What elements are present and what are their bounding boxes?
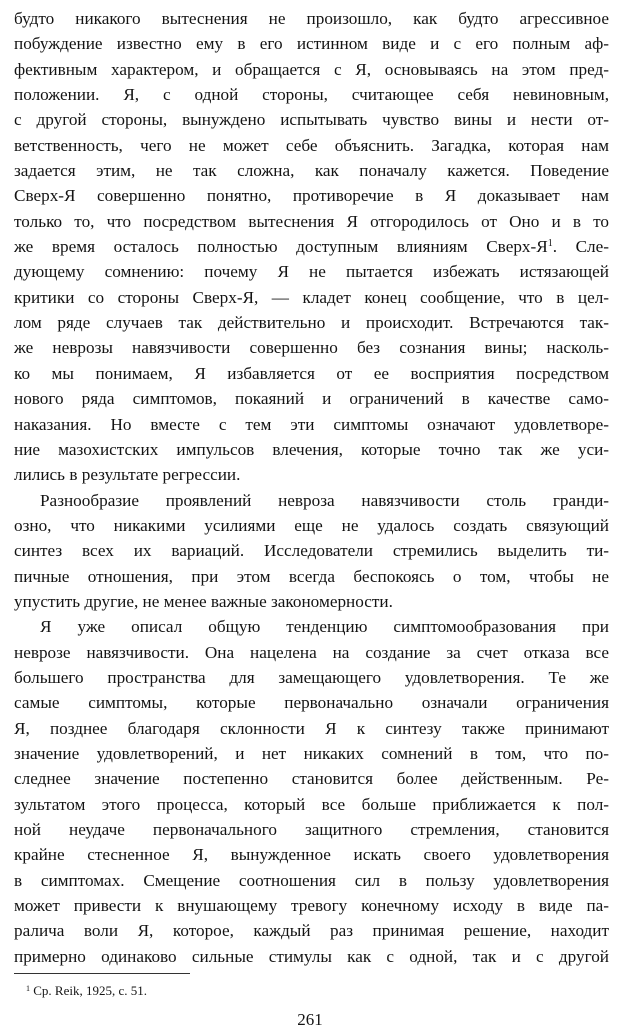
footnote-divider: [14, 973, 190, 974]
text-segment: же время осталось полностью доступным влияниям Сверх-Я: [14, 237, 548, 257]
text-line: Я, позднее благодаря склонности Я к синтезу также принимают: [14, 718, 609, 738]
paragraph-1: [14, 6, 609, 488]
text-line: упустить другие, не менее важные закономерности.: [14, 591, 393, 611]
footnote-marker: 1: [26, 984, 30, 993]
text-line: большего пространства для замещающего удовлетворения. Те же: [14, 667, 609, 687]
paragraph-2: [14, 488, 609, 615]
text-line: неврозе навязчивости. Она нацелена на создание за счет отказа все: [14, 642, 609, 662]
text-line: положении. Я, с одной стороны, считающее себя невиновным,: [14, 85, 609, 105]
footnote: [26, 983, 147, 999]
text-line: фективным характером, и обращается с Я, основываясь на этом пред-: [14, 59, 609, 79]
page-number: 261: [297, 1010, 323, 1029]
text-line: значение удовлетворений, и нет никаких сомнений в том, что по-: [14, 743, 609, 763]
text-line: Разнообразие проявлений невроза навязчивости столь гранди-: [40, 490, 609, 510]
text-line: крайне стесненное Я, вынужденное искать своего удовлетворения: [14, 845, 609, 865]
text-line: ко мы понимаем, Я избавляется от ее восприятия посредством: [14, 363, 609, 383]
text-line: же неврозы навязчивости совершенно без сознания вины; насколь-: [14, 338, 609, 358]
text-line: озно, что никакими усилиями еще не удалось создать связующий: [14, 515, 609, 535]
text-line: Сверх-Я совершенно понятно, противоречие в Я доказывает нам: [14, 186, 609, 206]
text-line: самые симптомы, которые первоначально означали ограничения: [14, 693, 609, 713]
text-line: ние мазохистских импульсов влечения, которые точно так же уси-: [14, 439, 609, 459]
text-line: ной неудаче первоначального защитного стремления, становится: [14, 820, 609, 839]
text-line: зультатом этого процесса, который все больше приближается к пол-: [14, 794, 609, 814]
text-line: нового ряда симптомов, покаяний и ограничений в качестве само-: [14, 389, 609, 409]
text-line: следнее значение постепенно становится более действенным. Ре-: [14, 769, 609, 789]
text-line-with-footnote: [14, 234, 609, 259]
text-line: с другой стороны, вынуждено испытывать чувство вины и нести от-: [14, 110, 609, 130]
text-line: побуждение известно ему в его истинном виде и с его полным аф-: [14, 34, 609, 54]
text-line: задается этим, не так сложна, как поначалу кажется. Поведение: [14, 161, 609, 181]
text-line: наказания. Но вместе с тем эти симптомы означают удовлетворе-: [14, 414, 609, 434]
text-line: пичные отношения, при этом всегда беспокоясь о том, чтобы не: [14, 566, 609, 586]
text-segment: . Сле-: [552, 237, 609, 257]
text-line: в симптомах. Смещение соотношения сил в пользу удовлетворения: [14, 870, 609, 890]
text-line: ралича воли Я, которое, каждый раз принимая решение, находит: [14, 921, 609, 941]
text-line: лом ряде случаев так действительно и происходит. Встречаются так-: [14, 313, 609, 333]
text-line: примерно одинаково сильные стимулы как с одной, так и с другой: [14, 946, 609, 966]
text-line: только то, что посредством вытеснения Я отгородилось от Оно и в то: [14, 211, 609, 231]
paragraph-3: [14, 614, 609, 969]
text-line: дующему сомнению: почему Я не пытается избежать истязающей: [14, 262, 609, 282]
text-line: лились в результате регрессии.: [14, 465, 241, 485]
text-line: критики со стороны Сверх-Я, — кладет конец сообщение, что в цел-: [14, 287, 609, 307]
text-line: синтез всех их вариаций. Исследователи стремились выделить ти-: [14, 541, 609, 561]
text-line: Я уже описал общую тенденцию симптомообразования при: [40, 617, 609, 637]
text-line: может привести к внушающему тревогу конечному исходу в виде па-: [14, 896, 609, 916]
page-body: [14, 6, 609, 969]
text-line: ветственность, чего не может себе объяснить. Загадка, которая нам: [14, 135, 609, 155]
footnote-reference: 1: [547, 238, 553, 250]
text-line: будто никакого вытеснения не произошло, как будто агрессивное: [14, 9, 609, 28]
footnote-text: Ср. Reik, 1925, с. 51.: [33, 983, 147, 998]
